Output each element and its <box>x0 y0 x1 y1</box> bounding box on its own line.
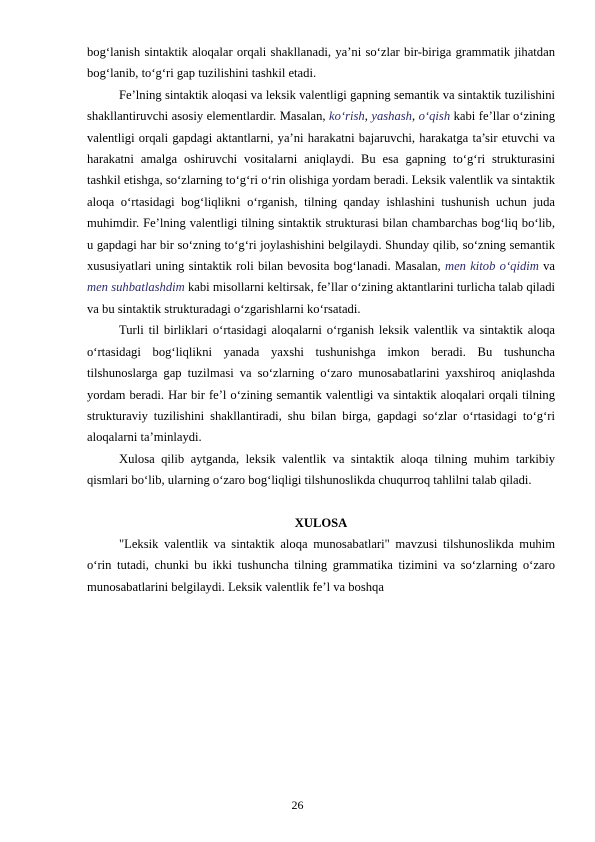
paragraph-4: Xulosa qilib aytganda, leksik valentlik va sintaktik aloqa tilning muhim tarkibiy qismlari bo‘lib, ularning o‘zaro bog‘liqligi tilshunoslikda chuqurroq tahlilni talab qiladi. <box>87 451 555 488</box>
example-men-kitob-oqidim: men kitob o‘qidim <box>444 259 539 274</box>
paragraph-continued: bog‘lanish sintaktik aloqalar orqali shakllanadi, ya’ni so‘zlar bir-biriga grammatik jihatdan bog‘lanib, to‘g‘ri gap tuzilishini tashkil etadi. <box>87 45 555 81</box>
example-men-suhbatlashdim: men suhbatlashdim <box>87 280 185 295</box>
paragraph-3: Turli til birliklari o‘rtasidagi aloqalarni o‘rganish leksik valentlik va sintaktik aloqa o‘rtasidagi bog‘liqlikni yanada yaxshi tushunishga imkon beradi. Bu tushuncha tilshunoslarga gap tuzilmasi va so‘zlarning o‘zaro munosabatlarini yaxshiroq aniqlashda yordam beradi. Har bir fe’l o‘zining semantik valentligi va sintaktik aloqalari orqali tilning strukturaviy tuzilishini shakllantiradi, shu bilan birga, gapdagi so‘zlar o‘rtasidagi to‘g‘ri aloqalarni ta’minlaydi. <box>87 323 555 445</box>
separator-2: , <box>411 109 419 124</box>
body-text <box>87 42 555 598</box>
paragraph-2-text-c: va <box>538 259 555 274</box>
paragraph-2-text-d: kabi misollarni keltirsak, fe’llar o‘zining aktantlarini turlicha talab qiladi va bu sintaktik strukturadagi o‘zgarishlarni ko‘rsatadi. <box>87 280 555 316</box>
paragraph-2-text-b: kabi fe’llar o‘zining valentligi orqali gapdagi aktantlarni, ya’ni harakatni bajaruvchi, harakatga ta’sir etuvchi va harakatni amalga oshiruvchi vositalarni aniqlaydi. Bu esa gapning to‘g‘ri strukturasini tashkil etishga, so‘zlarning to‘g‘ri o‘rin olishiga yordam beradi. Leksik valentlik va sintaktik aloqa o‘rtasidagi bog‘liqlikni o‘rganish, tilning qanday ishlashini tushunish uchun juda muhimdir. Fe’lning valentligi tilning sintaktik strukturasi bilan chambarchas bog‘liq bo‘lib, u gapdagi har bir so‘zning to‘g‘ri joylashishini belgilaydi. Shunday qilib, so‘zning semantik xususiyatlari uning sintaktik roli bilan bevosita bog‘lanadi. Masalan, <box>87 109 556 274</box>
example-oqish: o‘qish <box>418 109 451 124</box>
paragraph-5: "Leksik valentlik va sintaktik aloqa munosabatlari" mavzusi tilshunoslikda muhim o‘rin tutadi, chunki bu ikki tushuncha tilning grammatika tizimini va so‘zlarning o‘zaro munosabatlarini belgilaydi. Leksik valentlik fe’l va boshqa <box>87 536 555 594</box>
separator-1: , <box>364 109 372 124</box>
paragraph-2 <box>87 85 555 320</box>
page-number: 26 <box>291 798 304 812</box>
section-heading: XULOSA <box>294 515 348 530</box>
paragraph-2-text-a: Fe’lning sintaktik aloqasi va leksik valentligi gapning semantik va sintaktik tuzilishini shakllantiruvchi asosiy elementlardir. Masalan, <box>87 87 555 124</box>
example-yashash: yashash <box>371 109 412 124</box>
example-korish: ko‘rish <box>329 109 365 124</box>
